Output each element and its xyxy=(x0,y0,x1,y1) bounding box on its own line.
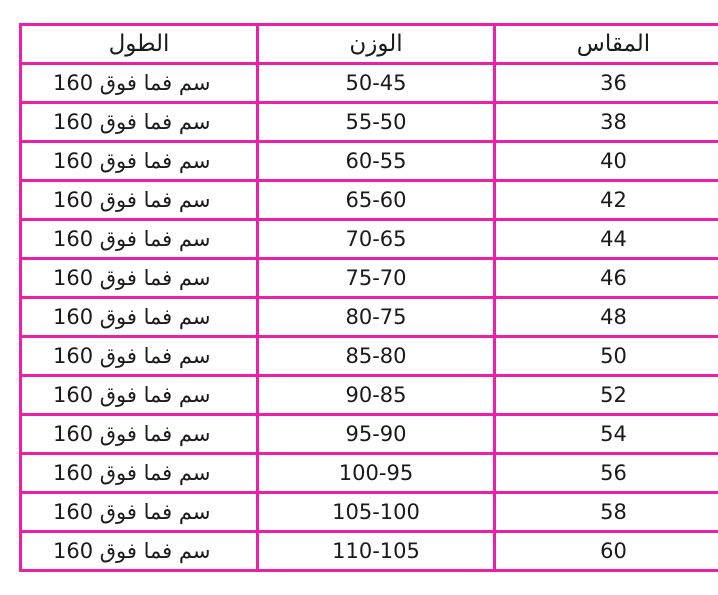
cell-weight: 110-105 xyxy=(258,532,495,571)
cell-height: 160 سم فما فوق xyxy=(21,532,258,571)
cell-weight: 85-80 xyxy=(258,337,495,376)
header-weight: الوزن xyxy=(258,25,495,64)
table-row xyxy=(21,454,718,493)
table-header xyxy=(21,25,718,64)
cell-size: 60 xyxy=(495,532,718,571)
cell-height: 160 سم فما فوق xyxy=(21,142,258,181)
table-body xyxy=(21,64,718,571)
cell-height: 160 سم فما فوق xyxy=(21,337,258,376)
cell-height: 160 سم فما فوق xyxy=(21,376,258,415)
cell-height: 160 سم فما فوق xyxy=(21,220,258,259)
cell-size: 42 xyxy=(495,181,718,220)
table-row xyxy=(21,259,718,298)
cell-weight: 95-90 xyxy=(258,415,495,454)
cell-size: 56 xyxy=(495,454,718,493)
table-row xyxy=(21,142,718,181)
table-row xyxy=(21,532,718,571)
cell-size: 38 xyxy=(495,103,718,142)
cell-weight: 70-65 xyxy=(258,220,495,259)
header-row xyxy=(21,25,718,64)
cell-size: 40 xyxy=(495,142,718,181)
table-row xyxy=(21,64,718,103)
table-row xyxy=(21,298,718,337)
cell-size: 54 xyxy=(495,415,718,454)
cell-weight: 50-45 xyxy=(258,64,495,103)
cell-weight: 65-60 xyxy=(258,181,495,220)
cell-weight: 75-70 xyxy=(258,259,495,298)
table-row xyxy=(21,415,718,454)
cell-weight: 60-55 xyxy=(258,142,495,181)
cell-size: 50 xyxy=(495,337,718,376)
cell-height: 160 سم فما فوق xyxy=(21,298,258,337)
cell-weight: 105-100 xyxy=(258,493,495,532)
cell-weight: 55-50 xyxy=(258,103,495,142)
table-row xyxy=(21,220,718,259)
header-height: الطول xyxy=(21,25,258,64)
cell-size: 44 xyxy=(495,220,718,259)
table-row xyxy=(21,103,718,142)
size-chart-table xyxy=(19,23,718,572)
cell-height: 160 سم فما فوق xyxy=(21,103,258,142)
cell-size: 36 xyxy=(495,64,718,103)
cell-height: 160 سم فما فوق xyxy=(21,415,258,454)
header-size: المقاس xyxy=(495,25,718,64)
cell-size: 58 xyxy=(495,493,718,532)
cell-size: 48 xyxy=(495,298,718,337)
cell-height: 160 سم فما فوق xyxy=(21,64,258,103)
cell-height: 160 سم فما فوق xyxy=(21,181,258,220)
cell-weight: 80-75 xyxy=(258,298,495,337)
cell-height: 160 سم فما فوق xyxy=(21,493,258,532)
table-row xyxy=(21,337,718,376)
cell-weight: 100-95 xyxy=(258,454,495,493)
cell-height: 160 سم فما فوق xyxy=(21,259,258,298)
table-row xyxy=(21,376,718,415)
cell-size: 46 xyxy=(495,259,718,298)
cell-weight: 90-85 xyxy=(258,376,495,415)
table-row xyxy=(21,493,718,532)
cell-size: 52 xyxy=(495,376,718,415)
table-row xyxy=(21,181,718,220)
cell-height: 160 سم فما فوق xyxy=(21,454,258,493)
